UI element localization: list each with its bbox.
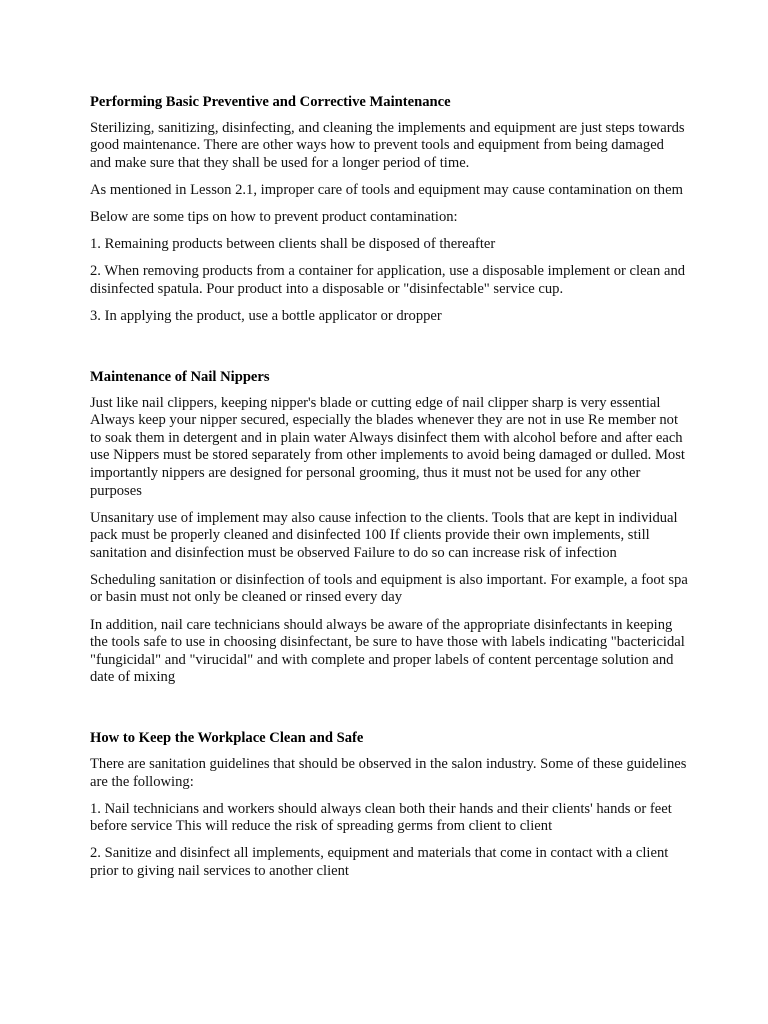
- paragraph: Scheduling sanitation or disinfection of tools and equipment is also important. For example, a foot spa or basin must not only be cleaned or rinsed every day: [90, 571, 688, 606]
- paragraph: Unsanitary use of implement may also cause infection to the clients. Tools that are kept in individual pack must be properly cleaned and disinfected 100 If clients provide their own implements, still sanitation and disinfection must be observed Failure to do so can increase risk of infection: [90, 509, 678, 561]
- section-nail-nippers: [90, 369, 688, 687]
- paragraph: There are sanitation guidelines that should be observed in the salon industry. Some of these guidelines are the following:: [90, 756, 687, 790]
- paragraph: In addition, nail care technicians should always be aware of the appropriate disinfectants in keeping the tools safe to use in choosing disinfectant, be sure to have those with labels indicating "bactericidal "fungicidal" and "virucidal" and with complete and proper labels of content percentage solution and date of mixing: [90, 616, 685, 686]
- paragraph: Below are some tips on how to prevent product contamination:: [90, 208, 458, 225]
- list-item: 1. Remaining products between clients shall be disposed of thereafter: [90, 236, 496, 253]
- paragraph: Just like nail clippers, keeping nipper's blade or cutting edge of nail clipper sharp is very essential Always keep your nipper secured, especially the blades whenever they are not in use Re member not to soak them in detergent and in plain water Always disinfect them with alcohol before and after each use Nippers must be stored separately from other implements to avoid being damaged or dulled. Most importantly nippers are designed for personal grooming, thus it must not be used for any other purposes: [90, 394, 685, 499]
- section-spacer: [90, 696, 688, 724]
- paragraph: As mentioned in Lesson 2.1, improper care of tools and equipment may cause contamination on them: [90, 181, 683, 198]
- list-item: 1. Nail technicians and workers should always clean both their hands and their clients' hands or feet before service This will reduce the risk of spreading germs from client to client: [90, 800, 672, 835]
- list-item: 2. Sanitize and disinfect all implements, equipment and materials that come in contact with a client prior to giving nail services to another client: [90, 845, 669, 879]
- section-heading: How to Keep the Workplace Clean and Safe: [90, 730, 364, 747]
- list-item: 2. When removing products from a container for application, use a disposable implement or clean and disinfected spatula. Pour product into a disposable or "disinfectable" service cup.: [90, 263, 686, 297]
- document-page: [90, 88, 688, 890]
- paragraph: Sterilizing, sanitizing, disinfecting, and cleaning the implements and equipment are just steps towards good maintenance. There are other ways how to prevent tools and equipment from being damaged and make sure that they shall be used for a longer period of time.: [90, 119, 685, 171]
- section-spacer: [90, 335, 688, 363]
- section-workplace-clean-safe: [90, 730, 688, 880]
- section-heading: Maintenance of Nail Nippers: [90, 368, 270, 385]
- section-preventive-maintenance: [90, 94, 688, 325]
- list-item: 3. In applying the product, use a bottle applicator or dropper: [90, 307, 442, 324]
- section-heading: Performing Basic Preventive and Corrective Maintenance: [90, 94, 451, 110]
